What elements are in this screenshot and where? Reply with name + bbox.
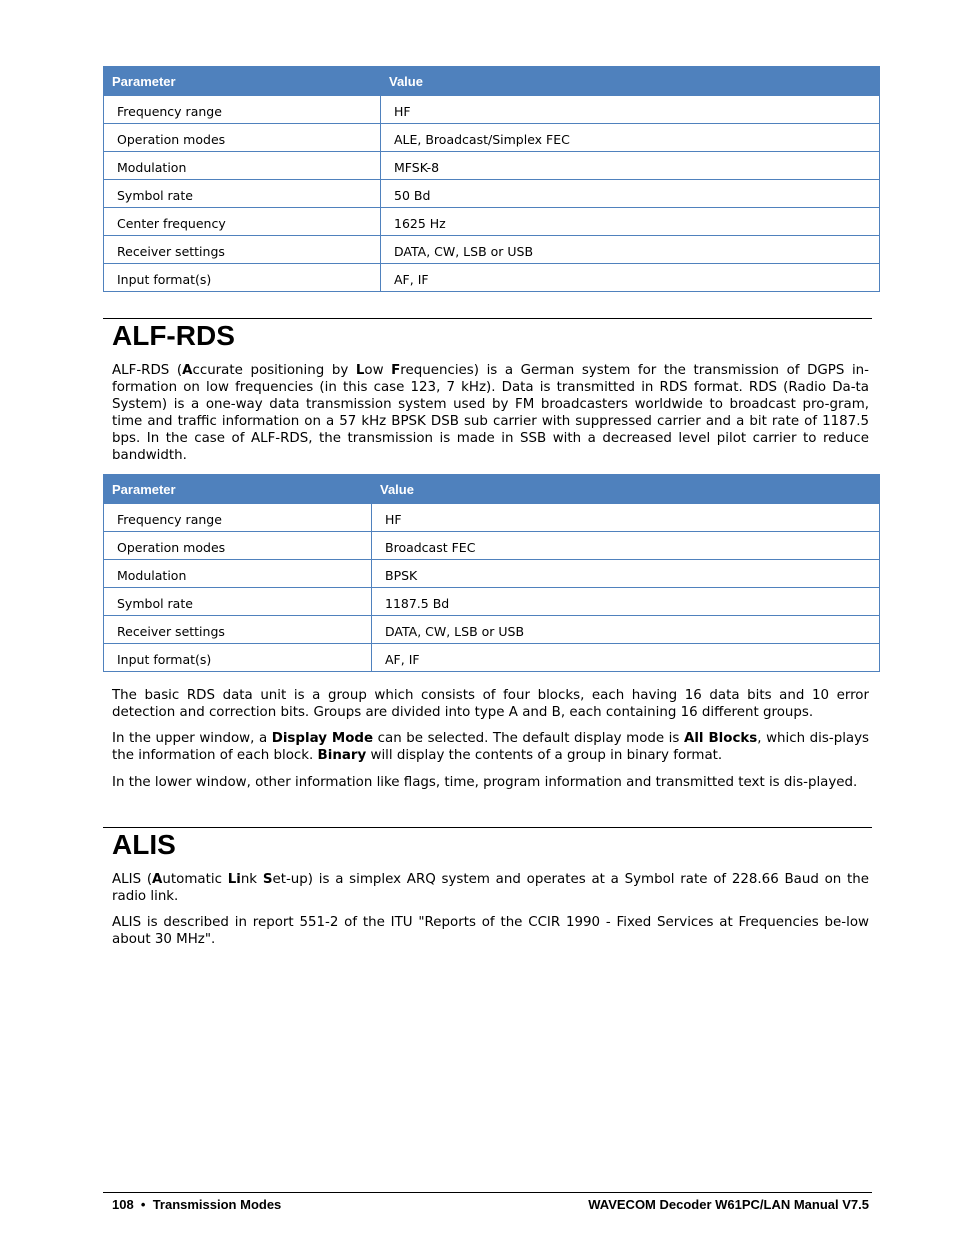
section-heading-alf-rds: ALF-RDS (112, 320, 235, 351)
footer-page-section: 108 • Transmission Modes (112, 1197, 282, 1212)
param-cell: Operation modes (104, 124, 381, 152)
header-value: Value (381, 67, 880, 96)
lower-window-paragraph: In the lower window, other information like flags, time, program information and transmitted text is dis-played. (112, 775, 858, 790)
header-parameter: Parameter (104, 475, 372, 504)
value-cell: DATA, CW, LSB or USB (381, 236, 880, 264)
param-cell: Operation modes (104, 532, 372, 560)
table-row (104, 236, 880, 264)
table-row (104, 616, 880, 644)
display-mode-paragraph: In the upper window, a Display Mode can be selected. The default display mode is All Blocks, which dis-plays the information of each block. Binary will display the contents of a group in binary format. (112, 731, 870, 763)
section-divider (103, 827, 872, 828)
value-cell: AF, IF (372, 644, 880, 672)
table-row (104, 560, 880, 588)
value-cell: 50 Bd (381, 180, 880, 208)
alis-intro-paragraph: ALIS (Automatic Link Set-up) is a simplex ARQ system and operates at a Symbol rate of 228.66 Baud on the radio link. (112, 872, 869, 904)
table-row (104, 588, 880, 616)
table-row (104, 532, 880, 560)
value-cell: HF (372, 504, 880, 532)
param-cell: Modulation (104, 560, 372, 588)
param-cell: Center frequency (104, 208, 381, 236)
table-row (104, 96, 880, 124)
param-cell: Frequency range (104, 96, 381, 124)
param-cell: Input format(s) (104, 644, 372, 672)
value-cell: Broadcast FEC (372, 532, 880, 560)
param-cell: Receiver settings (104, 616, 372, 644)
section-heading-alis: ALIS (112, 829, 176, 860)
value-cell: BPSK (372, 560, 880, 588)
table-row (104, 124, 880, 152)
table-row (104, 644, 880, 672)
footer-manual-title: WAVECOM Decoder W61PC/LAN Manual V7.5 (588, 1197, 869, 1212)
param-cell: Frequency range (104, 504, 372, 532)
value-cell: 1625 Hz (381, 208, 880, 236)
parameter-table-previous (103, 66, 880, 292)
param-cell: Symbol rate (104, 588, 372, 616)
alf-rds-intro-paragraph: ALF-RDS (Accurate positioning by Low Frequencies) is a German system for the transmission of DGPS in-formation on low frequencies (in this case 123, 7 kHz). Data is transmitted in RDS format. RDS (Radio Da-ta System) is a one-way data transmission system used by FM broadcasters worldwide to broadcast pro-gram, time and traffic information on a 57 kHz BPSK DSB sub carrier with suppressed carrier and a bit rate of 1187.5 bps. In the case of ALF-RDS, the transmission is made in SSB with a decreased level pilot carrier to reduce bandwidth. (112, 363, 869, 463)
value-cell: AF, IF (381, 264, 880, 292)
value-cell: 1187.5 Bd (372, 588, 880, 616)
value-cell: HF (381, 96, 880, 124)
value-cell: MFSK-8 (381, 152, 880, 180)
table-row (104, 152, 880, 180)
param-cell: Symbol rate (104, 180, 381, 208)
table-row (104, 504, 880, 532)
parameter-table-alf-rds (103, 474, 880, 672)
value-cell: DATA, CW, LSB or USB (372, 616, 880, 644)
rds-group-paragraph: The basic RDS data unit is a group which consists of four blocks, each having 16 data bits and 10 error detection and correction bits. Groups are divided into type A and B, each containing 16 different groups. (112, 688, 869, 720)
alis-report-paragraph: ALIS is described in report 551-2 of the ITU "Reports of the CCIR 1990 - Fixed Services at Frequencies be-low about 30 MHz". (112, 915, 869, 947)
footer-divider (103, 1192, 872, 1193)
value-cell: ALE, Broadcast/Simplex FEC (381, 124, 880, 152)
table-header-row (104, 475, 880, 504)
param-cell: Input format(s) (104, 264, 381, 292)
header-parameter: Parameter (104, 67, 381, 96)
table-row (104, 264, 880, 292)
param-cell: Modulation (104, 152, 381, 180)
section-divider (103, 318, 872, 319)
table-row (104, 208, 880, 236)
header-value: Value (372, 475, 880, 504)
table-row (104, 180, 880, 208)
table-header-row (104, 67, 880, 96)
param-cell: Receiver settings (104, 236, 381, 264)
